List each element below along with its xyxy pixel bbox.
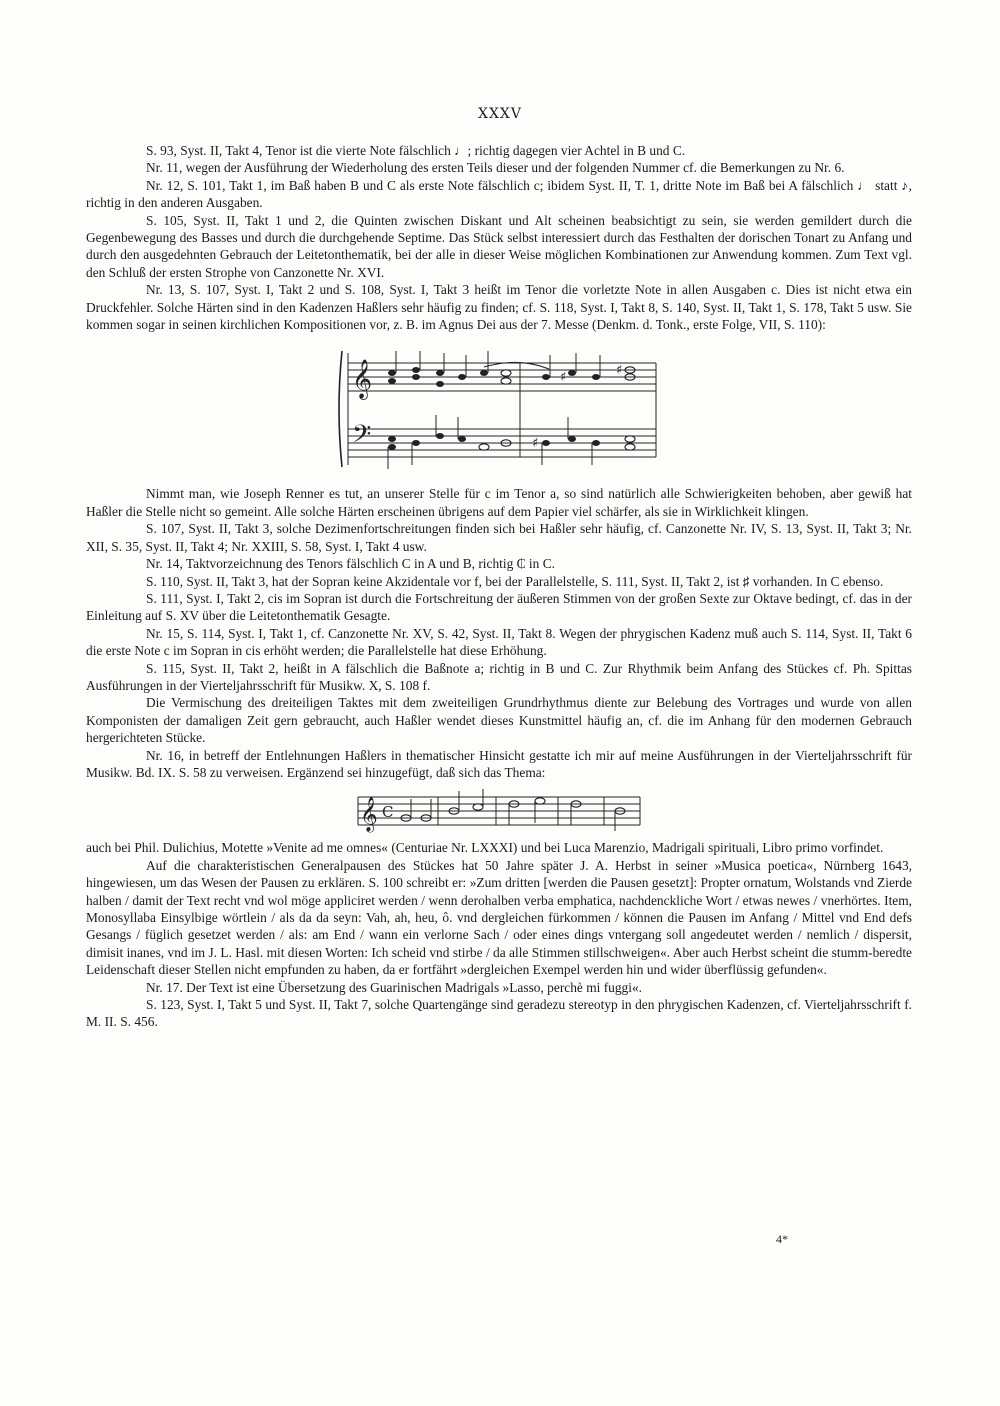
paragraph: Auf die charakteristischen Generalpausen des Stückes hat 50 Jahre später J. A. Herbst in seiner »Musica poetica«, Nürnberg 1643, hingewiesen, um das Wesen der Pausen zu erklären. S. 100 schreibt er: »Zum dritten [werden die Pausen gesetzt]: Propter ornatum, Wolstands vnd Zierde halben / damit der Text recht vnd wol möge appliciret werden / wenn derohalben verba emphatica, nachdenckliche Wort / etwas newes / vnerhörtes. Item, Monosyllaba Einsylbige wörtlein / als da da seyn: Vah, ah, heu, ô. vnd dergleichen fürkommen / können die Pausen im Anfang / Mittel vnd End defs Gesangs / füglich gesetzet werden / als: am End / wann ein verlorne Sach / oder eines dings vntergang soll angedeutet werden / nemlich / dispersit, dimisit inanes, vnd im J. L. Hasl. mit diesen Worten: Ich scheid vnd stirbe / da alle Stimmen stillschweigen«. Aber auch Herbst scheint die stumm-beredte Leidenschaft dieser Stellen nicht empfunden zu haben, da er fortfährt »dergleichen Exempel werden hin und wider überflüssig gefunden«. <box>86 857 912 978</box>
paragraph: S. 123, Syst. I, Takt 5 und Syst. II, Takt 7, solche Quartengänge sind geradezu stereotyp in den phrygischen Kadenzen, cf. Vierteljahrsschrift f. M. II. S. 456. <box>86 997 912 1030</box>
paragraph: S. 93, Syst. II, Takt 4, Tenor ist die vierte Note fälschlich ♩; richtig dagegen vier Achtel in B und C. <box>146 143 686 158</box>
svg-text:C: C <box>382 803 394 822</box>
paragraph: Nr. 13, S. 107, Syst. I, Takt 2 und S. 108, Syst. I, Takt 3 heißt im Tenor die vorletzte Note in allen Ausgaben c. Dies ist nicht etwa ein Druckfehler. Solche Härten sind in den Kadenzen Haßlers sehr häufig zu finden; cf. S. 118, Syst. I, Takt 8, S. 140, Syst. II, Takt 1, S. 178, Takt 5 usw. Sie kommen sogar in seinen kirchlichen Kompositionen vor, z. B. im Agnus Dei aus der 7. Messe (Denkm. d. Tonk., erste Folge, VII, S. 110): <box>86 282 912 333</box>
paragraph: Nr. 12, S. 101, Takt 1, im Baß haben B und C als erste Note fälschlich c; ibidem Syst. II, T. 1, dritte Note im Baß bei A fälschlich ♩ statt ♪, richtig in den anderen Ausgaben. <box>86 177 912 211</box>
page-body <box>86 142 912 1031</box>
grand-staff-notation <box>334 343 664 475</box>
svg-text:𝄞: 𝄞 <box>360 797 378 833</box>
paragraph: S. 107, Syst. II, Takt 3, solche Dezimenfortschreitungen finden sich bei Haßler sehr häufig, cf. Canzonette Nr. IV, S. 13, Syst. II, Takt 3; Nr. XII, S. 35, Syst. II, Takt 4; Nr. XXIII, S. 58, Syst. I, Takt 4 usw. <box>86 521 912 554</box>
svg-text:𝄢: 𝄢 <box>352 420 372 456</box>
paragraph: Die Vermischung des dreiteiligen Taktes mit dem zweiteiligen Grundrhythmus diente zur Belebung des Vortrages und wurde von allen Komponisten der damaligen Zeit gern gebraucht, auch Haßler wendet dieses Kunstmittel häufig an, cf. die im Anhang für den modernen Gebrauch hergerichteten Stücke. <box>86 695 912 746</box>
svg-text:♯: ♯ <box>532 436 539 452</box>
paragraph: Nr. 16, in betreff der Entlehnungen Haßlers in thematischer Hinsicht gestatte ich mir auf meine Ausführungen in der Vierteljahrsschrift für Musikw. Bd. IX. S. 58 zu verweisen. Ergänzend sei hinzugefügt, daß sich das Thema: <box>86 747 912 780</box>
paragraph: Nr. 11, wegen der Ausführung der Wiederholung des ersten Teils dieser und der folgenden Nummer cf. die Bemerkungen zu Nr. 6. <box>146 160 845 176</box>
paragraph: S. 105, Syst. II, Takt 1 und 2, die Quinten zwischen Diskant und Alt scheinen beabsichtigt zu sein, sie werden gemildert durch die Gegenbewegung des Basses und durch die durchgehende Septime. Das Stück selbst interessiert durch das Festhalten der dorischen Tonart zu Anfang und durch den ausgedehnten Gebrauch der Leitetonthematik, bei der alle in dieser Weise möglichen Kombinationen zur Anwendung kommen. Zum Text vgl. den Schluß der ersten Strophe von Canzonette Nr. XVI. <box>86 212 912 280</box>
page-number: XXXV <box>477 106 522 122</box>
svg-text:𝄞: 𝄞 <box>352 359 373 400</box>
paragraph: Nr. 17. Der Text ist eine Übersetzung des Guarinischen Madrigals »Lasso, perchè mi fuggi«. <box>146 979 643 995</box>
paragraph: Nr. 14, Taktvorzeichnung des Tenors fälschlich C in A und B, richtig ₵ in C. <box>146 556 555 572</box>
theme-staff-notation <box>354 787 644 833</box>
paragraph: auch bei Phil. Dulichius, Motette »Venite ad me omnes« (Centuriae Nr. LXXXI) und bei Luca Marenzio, Madrigali spirituali, Libro primo vorfindet. <box>86 840 884 856</box>
printer-signature: 4* <box>776 1232 788 1246</box>
paragraph: Nimmt man, wie Joseph Renner es tut, an unserer Stelle für c im Tenor a, so sind natürlich alle Schwierigkeiten behoben, aber gewiß hat Haßler die Stelle nicht so gemeint. Alle solche Härten erscheinen übrigens auf dem Papier viel schärfer, als sie in Wirklichkeit klingen. <box>86 486 912 519</box>
music-example-agnus-dei <box>86 343 912 475</box>
music-example-theme <box>86 787 912 833</box>
svg-text:♯: ♯ <box>616 363 623 379</box>
paragraph: Nr. 15, S. 114, Syst. I, Takt 1, cf. Canzonette Nr. XV, S. 42, Syst. II, Takt 8. Wegen der phrygischen Kadenz muß auch S. 114, Syst. II, Takt 6 die erste Note c im Sopran in cis erhöht werden; die Parallelstelle hat diese Erhöhung. <box>86 625 912 659</box>
paragraph: S. 111, Syst. I, Takt 2, cis im Sopran ist durch die Fortschreitung der äußeren Stimmen von der großen Sexte zur Oktave bedingt, cf. das in der Einleitung auf S. XV über die Leitetonthematik Gesagte. <box>86 590 912 624</box>
paragraph: S. 115, Syst. II, Takt 2, heißt in A fälschlich die Baßnote a; richtig in B und C. Zur Rhythmik beim Anfang des Stückes cf. Ph. Spittas Ausführungen in der Vierteljahrsschrift für Musikw. X, S. 108 f. <box>86 660 912 693</box>
svg-text:♯: ♯ <box>560 370 567 386</box>
paragraph: S. 110, Syst. II, Takt 3, hat der Sopran keine Akzidentale vor f, bei der Parallelstelle, S. 111, Syst. II, Takt 2, ist ♯ vorhanden. In C ebenso. <box>146 573 884 589</box>
